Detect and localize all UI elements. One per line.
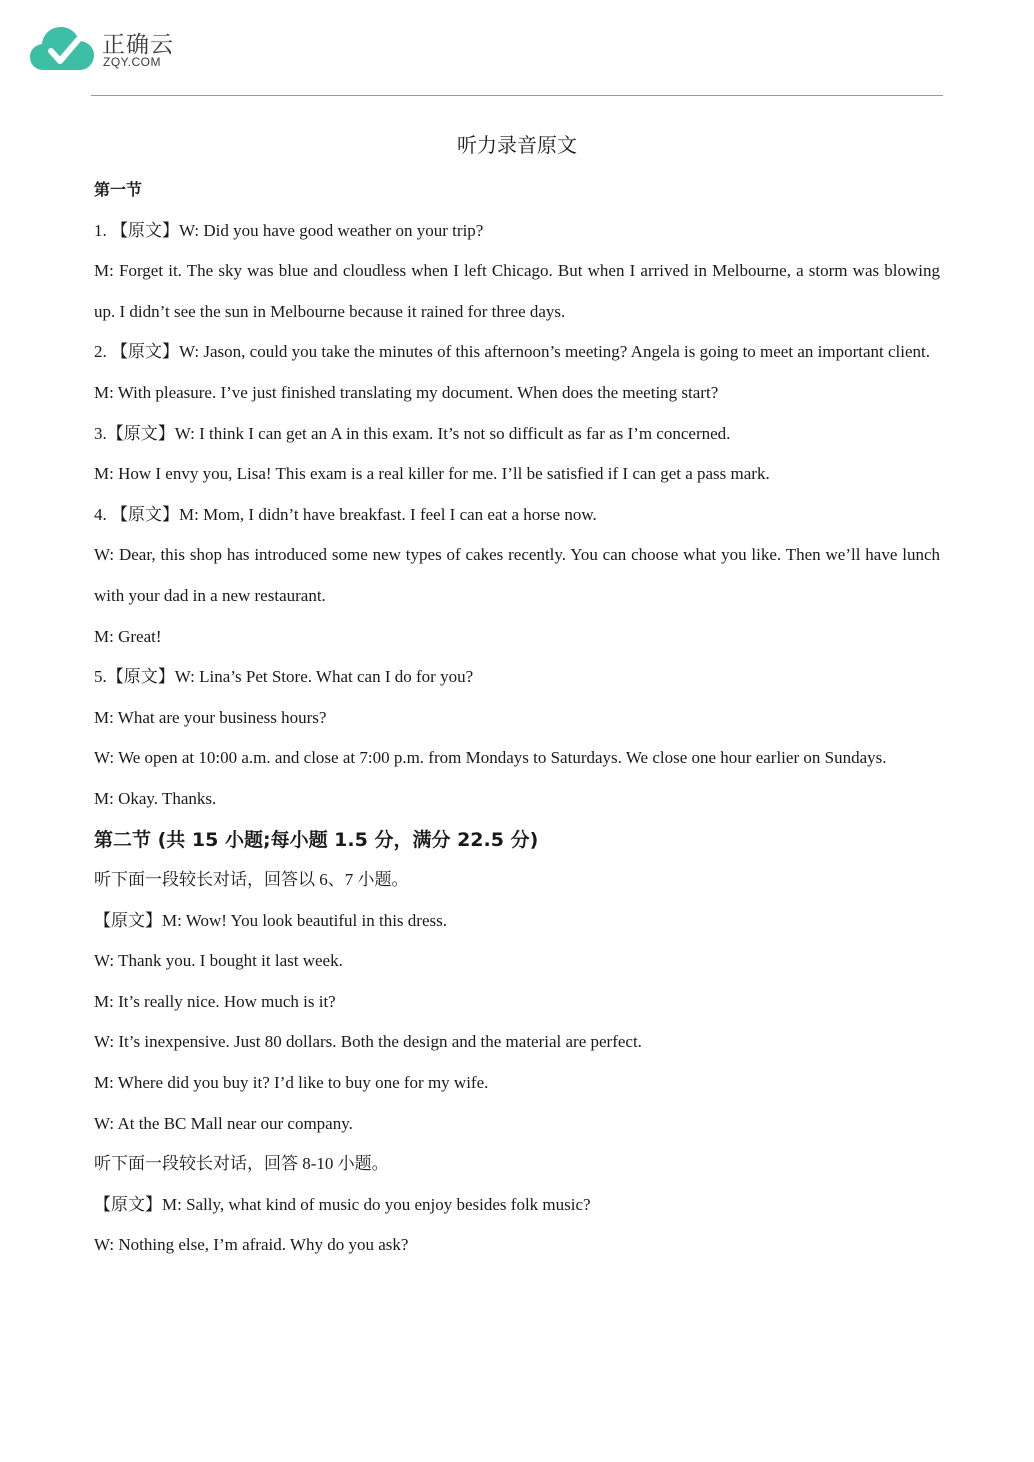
- transcript-line: 1. 【原文】W: Did you have good weather on your trip?: [94, 220, 484, 240]
- section-1-heading: 第一节: [94, 180, 143, 199]
- transcript-line: M: Forget it. The sky was blue and cloudless when I left Chicago. But when I arrived in Melbourne, a storm was blowing up. I didn’t see the sun in Melbourne because it rained for three days.: [94, 261, 940, 321]
- transcript-line: M: Great!: [94, 626, 162, 646]
- transcript-line: M: With pleasure. I’ve just finished translating my document. When does the meeting start?: [94, 382, 719, 402]
- document-title: 听力录音原文: [457, 135, 577, 157]
- transcript-line: W: It’s inexpensive. Just 80 dollars. Both the design and the material are perfect.: [94, 1032, 642, 1052]
- transcript-line: 【原文】M: Sally, what kind of music do you enjoy besides folk music?: [94, 1194, 591, 1214]
- transcript-line: 3.【原文】W: I think I can get an A in this exam. It’s not so difficult as far as I’m concerned.: [94, 423, 731, 443]
- transcript-line: M: How I envy you, Lisa! This exam is a real killer for me. I’ll be satisfied if I can get a pass mark.: [94, 464, 770, 484]
- transcript-line: M: Okay. Thanks.: [94, 788, 217, 808]
- transcript-line: 4. 【原文】M: Mom, I didn’t have breakfast. I feel I can eat a horse now.: [94, 504, 597, 524]
- transcript-line: M: It’s really nice. How much is it?: [94, 991, 336, 1011]
- instruction-line: 听下面一段较长对话，回答以 6、7 小题。: [94, 870, 409, 890]
- transcript-line: M: Where did you buy it? I’d like to buy one for my wife.: [94, 1073, 489, 1093]
- transcript-line: W: Thank you. I bought it last week.: [94, 951, 343, 971]
- instruction-line: 听下面一段较长对话，回答 8-10 小题。: [94, 1154, 389, 1174]
- transcript-line: 5.【原文】W: Lina’s Pet Store. What can I do for you?: [94, 667, 474, 687]
- header-divider: [91, 95, 943, 96]
- cloud-check-icon: [30, 24, 100, 74]
- transcript-line: 2. 【原文】W: Jason, could you take the minutes of this afternoon’s meeting? Angela is going to meet an important client.: [94, 342, 930, 362]
- transcript-line: W: Dear, this shop has introduced some new types of cakes recently. You can choose what you like. Then we’ll have lunch with your dad in a new restaurant.: [94, 545, 940, 605]
- transcript-line: 【原文】M: Wow! You look beautiful in this dress.: [94, 910, 447, 930]
- transcript-line: W: We open at 10:00 a.m. and close at 7:00 p.m. from Mondays to Saturdays. We close one hour earlier on Sundays.: [94, 748, 887, 768]
- transcript-line: W: At the BC Mall near our company.: [94, 1113, 353, 1133]
- logo-name: 正确云: [102, 32, 174, 58]
- transcript-line: W: Nothing else, I’m afraid. Why do you ask?: [94, 1235, 409, 1255]
- transcript-line: M: What are your business hours?: [94, 707, 327, 727]
- document-body: [94, 128, 940, 1266]
- logo-domain: ZQY.COM: [103, 55, 161, 69]
- section-2-heading: 第二节 (共 15 小题;每小题 1.5 分，满分 22.5 分): [94, 828, 539, 851]
